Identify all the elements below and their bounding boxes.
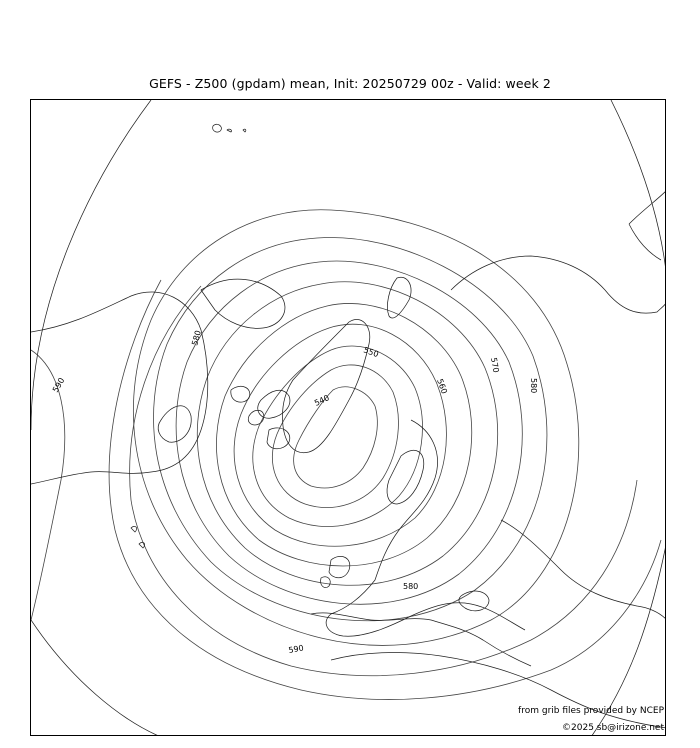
novaya-zemlya bbox=[387, 277, 411, 318]
mediterranean-coast bbox=[311, 613, 531, 666]
contour-label-540: 540 bbox=[313, 393, 331, 408]
asia-interior bbox=[501, 520, 666, 620]
hemisphere-boundary bbox=[31, 100, 666, 736]
greenland-coast bbox=[282, 319, 369, 452]
contour-575 bbox=[154, 237, 547, 620]
contour-545 bbox=[272, 365, 398, 508]
contour-580 bbox=[133, 210, 578, 646]
contour-570 bbox=[176, 261, 522, 604]
british-isles bbox=[321, 556, 350, 587]
contour-565 bbox=[197, 282, 497, 585]
polar-map bbox=[31, 100, 666, 736]
height-contours bbox=[31, 210, 661, 700]
contour-label-580-west: 580 bbox=[190, 329, 203, 347]
map-title: GEFS - Z500 (gpdam) mean, Init: 20250729 00z - Valid: week 2 bbox=[149, 76, 551, 91]
contour-540 bbox=[294, 387, 378, 488]
contour-label-590-south: 590 bbox=[287, 643, 305, 655]
data-source-credit: from grib files provided by NCEP bbox=[518, 706, 664, 716]
north-africa-coast bbox=[331, 653, 666, 728]
contour-label-560: 560 bbox=[435, 377, 449, 396]
map-panel bbox=[30, 99, 666, 736]
siberia-coast bbox=[451, 256, 666, 313]
small-islands bbox=[131, 124, 246, 548]
contour-label-580-northeast: 580 bbox=[529, 378, 538, 394]
contour-555 bbox=[234, 324, 446, 546]
coastlines bbox=[31, 124, 666, 728]
hudson-bay bbox=[158, 406, 191, 442]
kamchatka bbox=[629, 190, 666, 260]
contour-550 bbox=[253, 346, 423, 526]
contour-585 bbox=[130, 286, 637, 676]
contour-label-590-west: 590 bbox=[50, 376, 67, 394]
contour-label-550: 550 bbox=[362, 345, 380, 360]
contour-label-570: 570 bbox=[489, 356, 501, 374]
contour-label-580-south: 580 bbox=[403, 582, 419, 591]
contour-560 bbox=[216, 303, 471, 566]
copyright-credit: ©2025 sb@irizone.net bbox=[562, 723, 664, 733]
alaska-coast bbox=[201, 279, 285, 328]
europe-coast bbox=[326, 420, 525, 636]
